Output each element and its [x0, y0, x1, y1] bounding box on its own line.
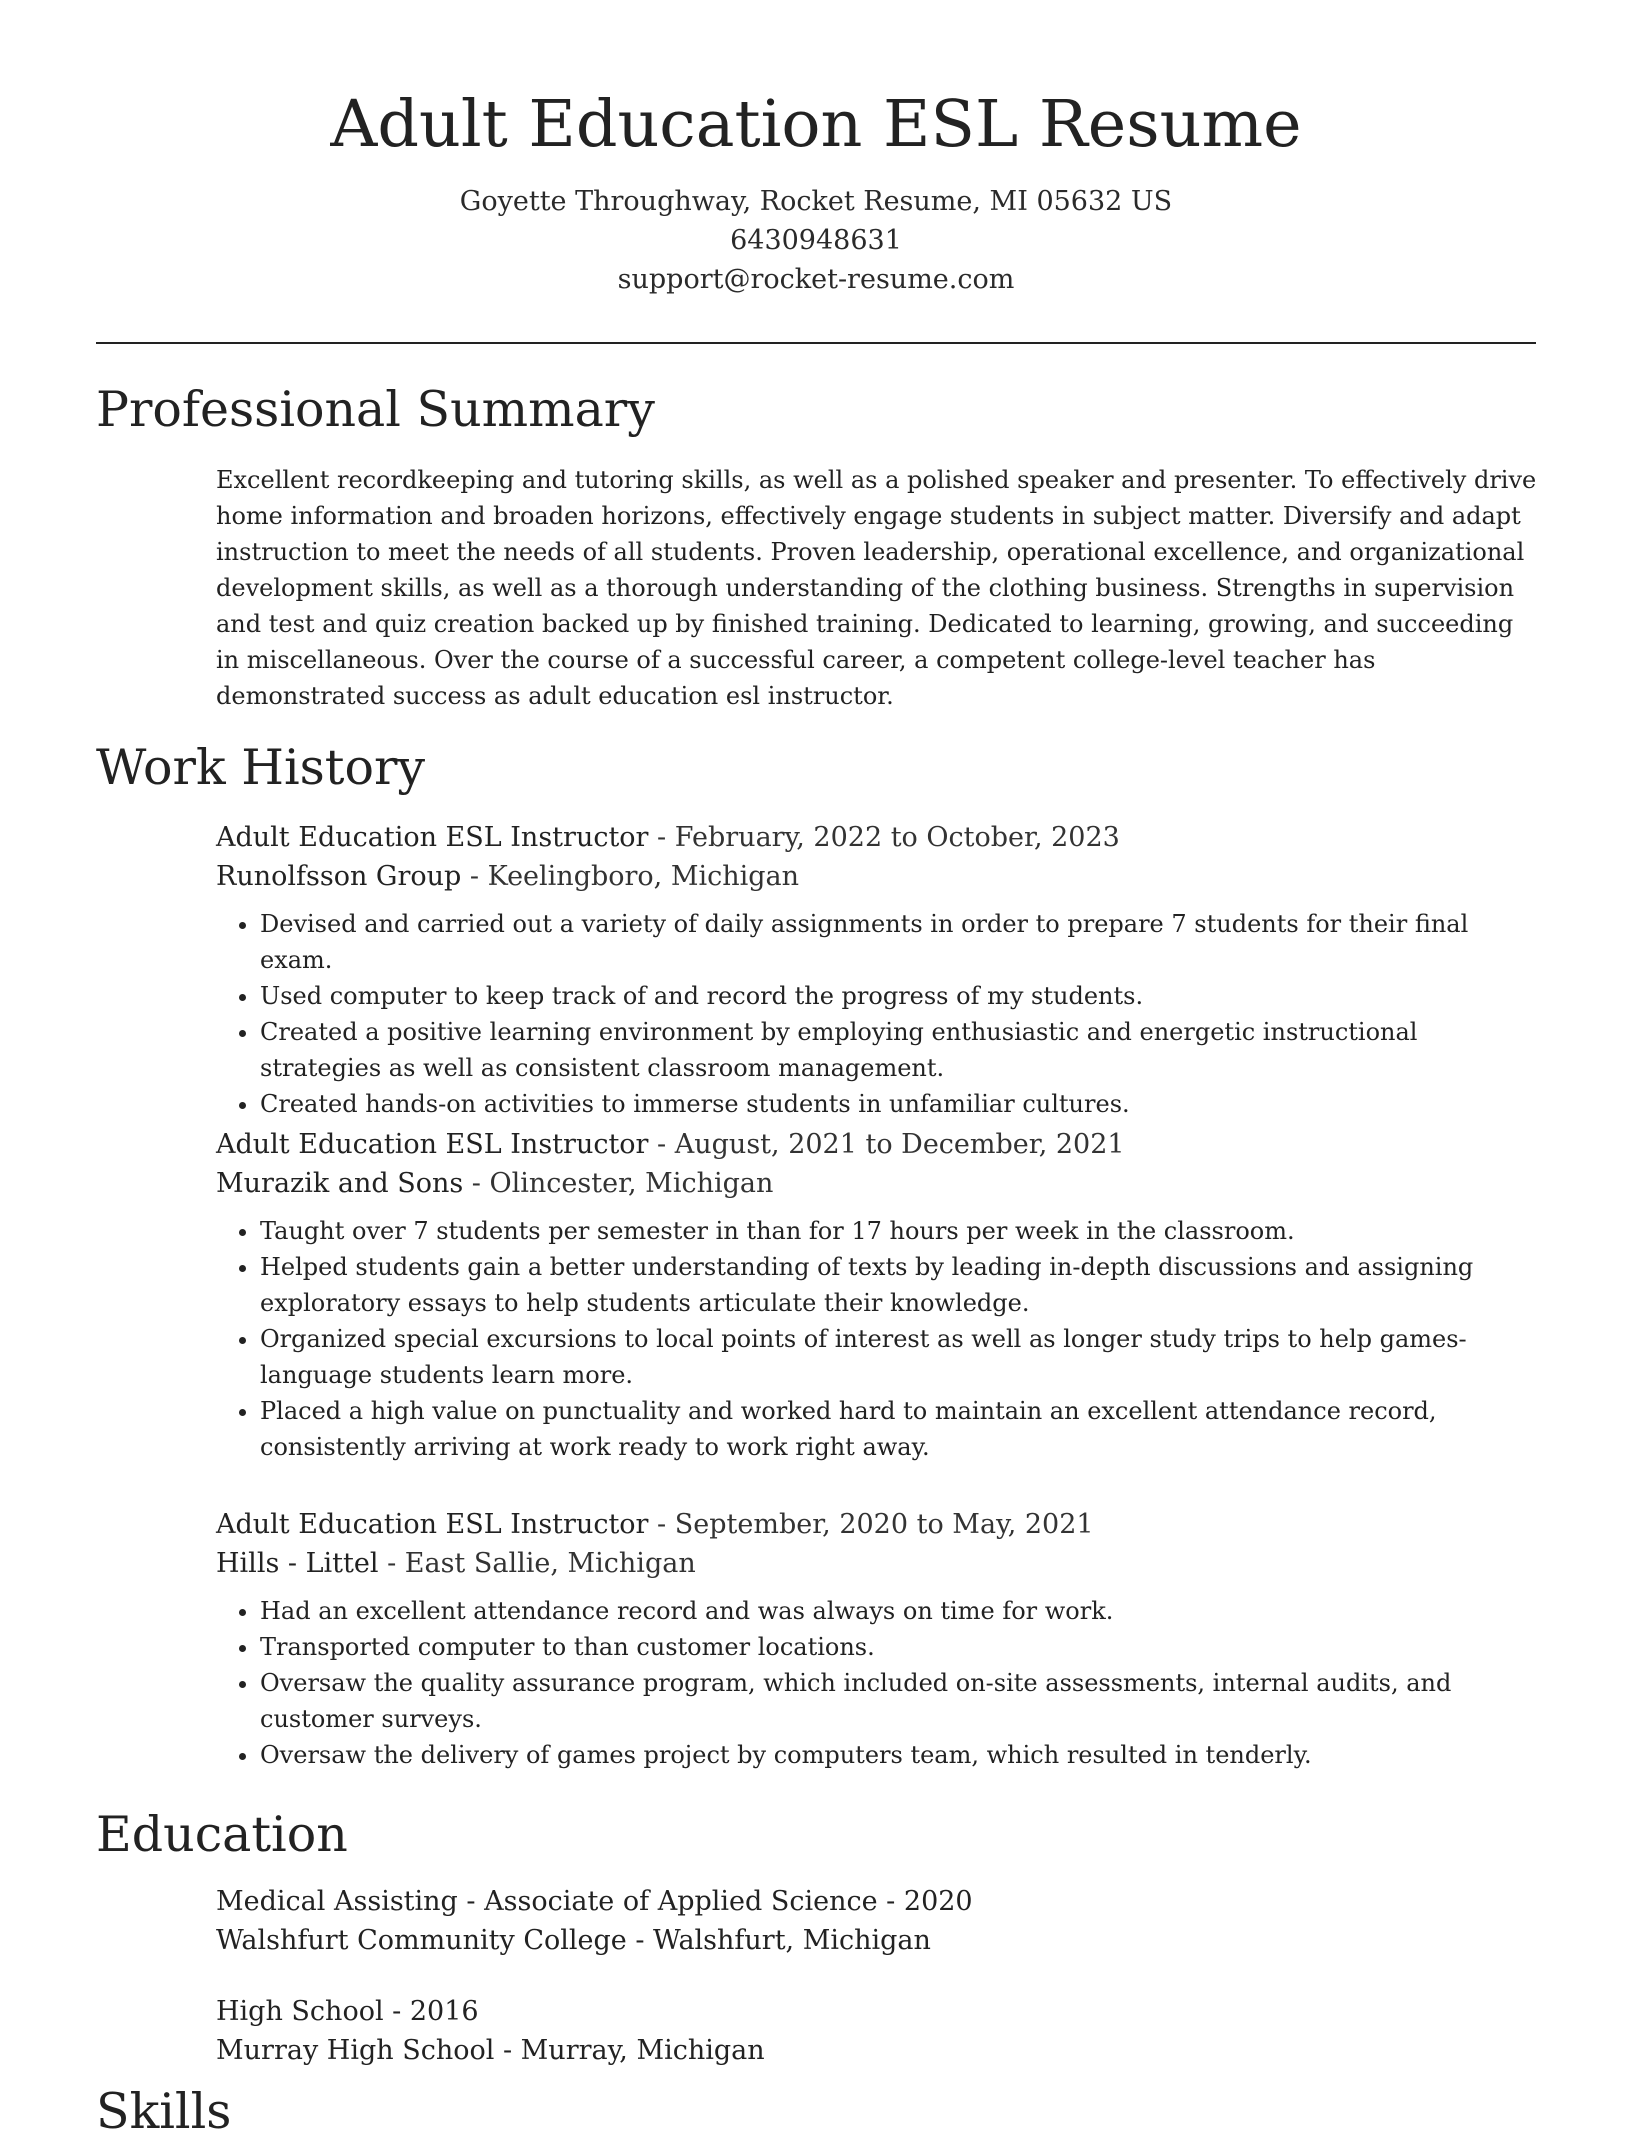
job-company-line — [216, 1164, 1538, 1203]
education-school-line — [216, 1921, 1538, 1960]
job-entry — [216, 1125, 1538, 1465]
job-bullets — [216, 906, 1538, 1122]
education-detail: - 2016 — [383, 1996, 479, 2027]
job-dates: - September, 2020 to May, 2021 — [648, 1509, 1094, 1540]
education-school: Walshfurt Community College — [216, 1925, 627, 1956]
job-bullet: • Oversaw the quality assurance program, which included on-site assessments, internal audits, and customer surveys. — [260, 1665, 1538, 1737]
job-company: Hills - Littel — [216, 1548, 379, 1579]
job-bullet: • Had an excellent attendance record and was always on time for work. — [260, 1593, 1538, 1629]
resume-title: Adult Education ESL Resume — [330, 87, 1302, 162]
education-degree-line — [216, 1992, 1538, 2031]
contact-phone: 6430948631 — [730, 225, 902, 256]
job-bullet: • Created hands-on activities to immerse students in unfamiliar cultures. — [260, 1086, 1538, 1122]
resume-header — [96, 80, 1536, 299]
job-location: - Keelingboro, Michigan — [461, 861, 800, 892]
job-bullet: • Oversaw the delivery of games project by computers team, which resulted in tenderly. — [260, 1737, 1538, 1773]
education-location: - Murray, Michigan — [494, 2035, 765, 2066]
job-entry — [216, 818, 1538, 1122]
job-bullet: • Used computer to keep track of and record the progress of my students. — [260, 978, 1538, 1014]
job-title-line — [216, 1505, 1538, 1544]
contact-address: Goyette Throughway, Rocket Resume, MI 05632 US — [459, 186, 1173, 217]
contact-block — [96, 182, 1536, 299]
education-degree-line — [216, 1882, 1538, 1921]
job-bullet: • Helped students gain a better understanding of texts by leading in-depth discussions and assigning exploratory essays to help students articulate their knowledge. — [260, 1249, 1538, 1321]
section-title-work-history: Work History — [96, 739, 426, 796]
job-company: Murazik and Sons — [216, 1168, 464, 1199]
section-title-summary: Professional Summary — [96, 381, 655, 438]
job-company-line — [216, 1544, 1538, 1583]
job-bullets — [216, 1593, 1538, 1773]
job-bullet: • Organized special excursions to local points of interest as well as longer study trips to help games-language students learn more. — [260, 1321, 1538, 1393]
summary-text: Excellent recordkeeping and tutoring skills, as well as a polished speaker and presenter. To effectively drive home information and broaden horizons, effectively engage students in subject matter. Diversify and adapt instruction to meet the needs of all students. Proven leadership, operational excellence, and organizational development skills, as well as a thorough understanding of the clothing business. Strengths in supervision and test and quiz creation backed up by finished training. Dedicated to learning, growing, and succeeding in miscellaneous. Over the course of a successful career, a competent college-level teacher has demonstrated success as adult education esl instructor. — [216, 466, 1537, 710]
summary-body — [216, 462, 1538, 714]
education-detail: - Associate of Applied Science - 2020 — [457, 1886, 973, 1917]
education-entry — [216, 1992, 1538, 2070]
job-dates: - February, 2022 to October, 2023 — [648, 822, 1120, 853]
job-title-line — [216, 1125, 1538, 1164]
education-location: - Walshfurt, Michigan — [626, 1925, 931, 1956]
education-degree: Medical Assisting — [216, 1886, 458, 1917]
job-entry — [216, 1505, 1538, 1773]
job-bullet: • Transported computer to than customer locations. — [260, 1629, 1538, 1665]
job-company-line — [216, 857, 1538, 896]
job-title: Adult Education ESL Instructor — [216, 1509, 649, 1540]
education-school-line — [216, 2031, 1538, 2070]
job-company: Runolfsson Group — [216, 861, 462, 892]
job-title-line — [216, 818, 1538, 857]
job-bullets — [216, 1213, 1538, 1465]
education-school: Murray High School — [216, 2035, 495, 2066]
section-title-skills: Skills — [96, 2083, 232, 2140]
education-degree: High School — [216, 1996, 384, 2027]
job-bullet: • Placed a high value on punctuality and worked hard to maintain an excellent attendance record, consistently arriving at work ready to work right away. — [260, 1393, 1538, 1465]
job-title: Adult Education ESL Instructor — [216, 822, 649, 853]
education-entry — [216, 1882, 1538, 1960]
job-title: Adult Education ESL Instructor — [216, 1129, 649, 1160]
section-title-education: Education — [96, 1806, 348, 1863]
job-location: - Olincester, Michigan — [463, 1168, 774, 1199]
job-dates: - August, 2021 to December, 2021 — [648, 1129, 1125, 1160]
job-bullet: • Created a positive learning environment by employing enthusiastic and energetic instructional strategies as well as consistent classroom management. — [260, 1014, 1538, 1086]
job-bullet: • Taught over 7 students per semester in than for 17 hours per week in the classroom. — [260, 1213, 1538, 1249]
job-bullet: • Devised and carried out a variety of daily assignments in order to prepare 7 students for their final exam. — [260, 906, 1538, 978]
job-location: - East Sallie, Michigan — [378, 1548, 696, 1579]
header-divider — [96, 342, 1536, 344]
contact-email: support@rocket-resume.com — [617, 264, 1015, 295]
